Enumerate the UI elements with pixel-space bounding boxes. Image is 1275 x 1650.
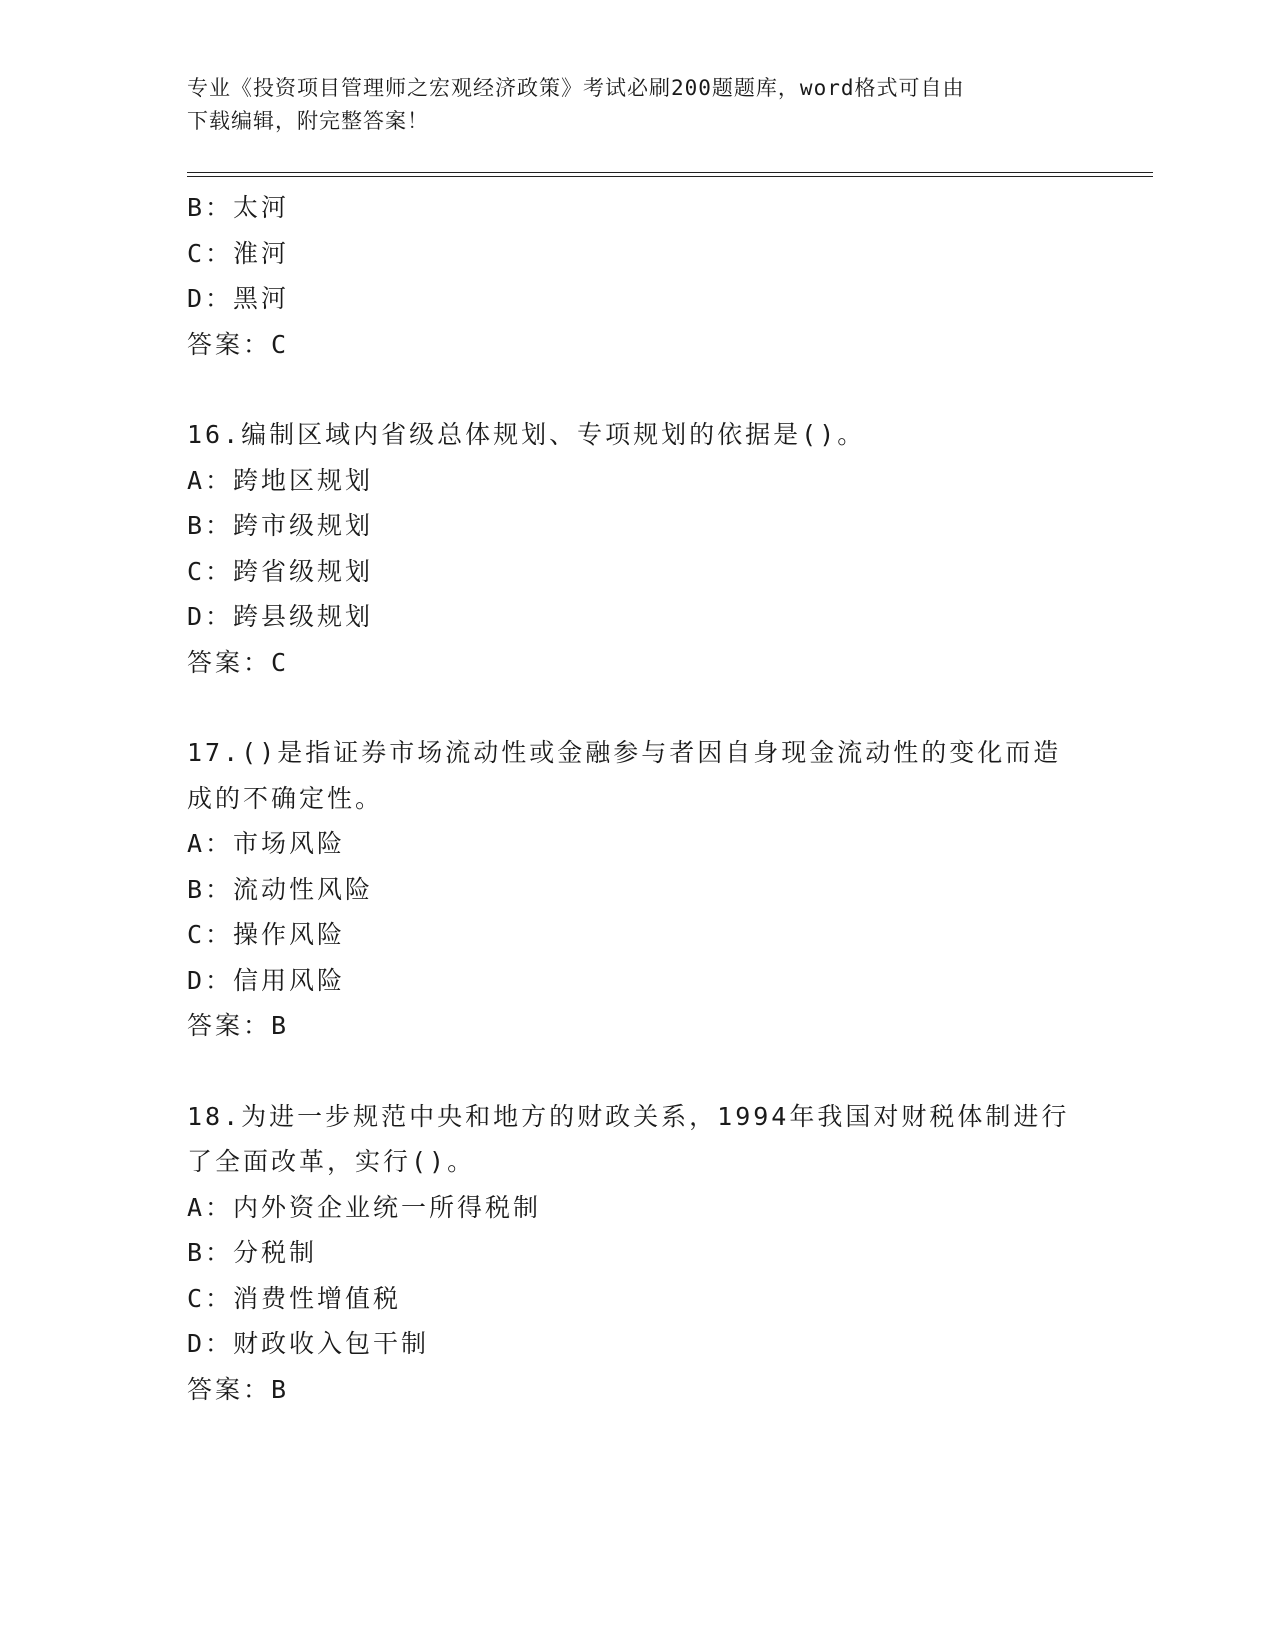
option-a: A：市场风险 [187, 829, 346, 858]
answer-line: 答案：B [187, 1374, 290, 1404]
answer-line: 答案：C [187, 647, 290, 677]
question-text-line-1: 18.为进一步规范中央和地方的财政关系，1994年我国对财税体制进行 [187, 1101, 1070, 1131]
option-d: D：跨县级规划 [187, 602, 374, 631]
question-text-line-2: 成的不确定性。 [187, 783, 384, 813]
carryover-question [187, 185, 1087, 367]
option-a: A：跨地区规划 [187, 465, 374, 495]
question-text: 16.编制区域内省级总体规划、专项规划的依据是()。 [187, 420, 866, 449]
header-rule-top [187, 172, 1153, 173]
question-16 [187, 412, 1087, 685]
question-17 [187, 730, 1087, 1049]
option-c: C：淮河 [187, 238, 290, 268]
answer-line: 答案：C [187, 329, 290, 359]
option-c: C：操作风险 [187, 920, 346, 949]
question-18 [187, 1094, 1087, 1413]
option-d: D：信用风险 [187, 965, 346, 995]
answer-line: 答案：B [187, 1011, 290, 1040]
question-text-line-2: 了全面改革，实行()。 [187, 1147, 476, 1176]
header-title-line-1: 专业《投资项目管理师之宏观经济政策》考试必刷200题题库，word格式可自由 [187, 76, 965, 100]
question-text-line-1: 17.()是指证券市场流动性或金融参与者因自身现金流动性的变化而造 [187, 738, 1062, 767]
header-rule-bottom [187, 176, 1153, 177]
option-a: A：内外资企业统一所得税制 [187, 1192, 542, 1222]
option-b: B：跨市级规划 [187, 511, 374, 540]
header-title-line-2: 下载编辑，附完整答案！ [187, 109, 429, 133]
option-b: B：分税制 [187, 1238, 318, 1267]
option-b: B：太河 [187, 193, 290, 222]
question-list [187, 185, 1087, 1412]
option-d: D：财政收入包干制 [187, 1329, 430, 1358]
option-c: C：消费性增值税 [187, 1283, 402, 1313]
document-header [187, 72, 1067, 138]
option-c: C：跨省级规划 [187, 556, 374, 586]
option-d: D：黑河 [187, 284, 290, 313]
option-b: B：流动性风险 [187, 874, 374, 904]
